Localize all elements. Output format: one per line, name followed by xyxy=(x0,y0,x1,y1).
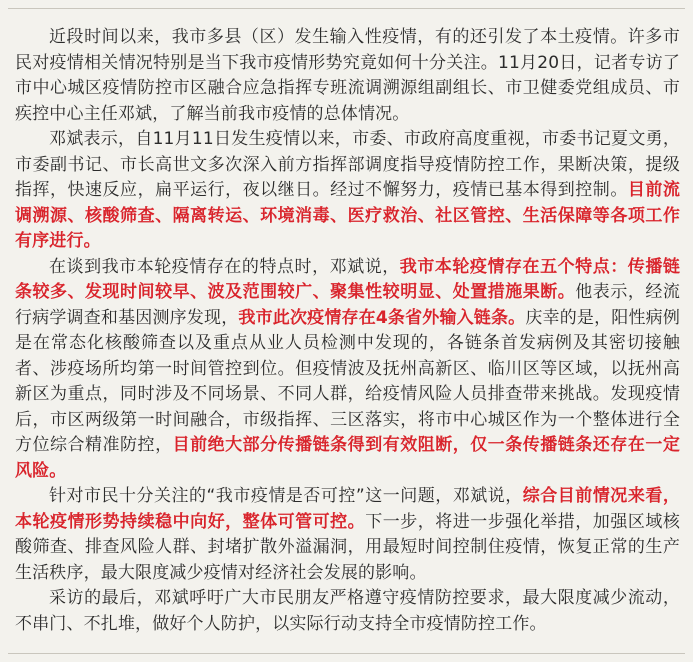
text-segment: 邓斌表示，自11月11日发生疫情以来，市委、市政府高度重视，市委书记夏文勇，市委副书记、市长高世文多次深入前方指挥部调度指导疫情防控工作，果断决策，提级指挥，快速反应，扁平运行，夜以继日。经过不懈努力，疫情已基本得到控制。 xyxy=(15,129,680,200)
paragraph-5 xyxy=(15,586,680,637)
paragraph-2 xyxy=(15,127,680,255)
highlighted-text: 我市此次疫情存在4条省外输入链条。 xyxy=(238,307,526,328)
text-segment: 近段时间以来，我市多县（区）发生输入性疫情，有的还引发了本土疫情。许多市民对疫情相关情况特别是当下我市疫情形势究竟如何十分关注。11月20日，记者专访了市中心城区疫情防控市区融合应急指挥专班流调溯源组副组长、市卫健委党组成员、市疾控中心主任邓斌，了解当前我市疫情的总体情况。 xyxy=(15,27,680,124)
text-segment: 采访的最后，邓斌呼吁广大市民朋友严格遵守疫情防控要求，最大限度减少流动，不串门、不扎堆，做好个人防护，以实际行动支持全市疫情防控工作。 xyxy=(15,588,680,634)
text-segment: 庆幸的是，阳性病例是在常态化核酸筛查以及重点从业人员检测中发现的，各链条首发病例及其密切接触者、涉疫场所均第一时间管控到位。但疫情波及抚州高新区、临川区等区域，以抚州高新区为重点，同时涉及不同场景、不同人群，给疫情风险人员排查带来挑战。发现疫情后，市区两级第一时间融合，市级指挥、三区落实，将市中心城区作为一个整体进行全方位综合精准防控， xyxy=(15,307,680,455)
highlighted-text: 目前流调溯源、核酸筛查、隔离转运、环境消毒、医疗救治、社区管控、生活保障等各项工作有序进行。 xyxy=(15,180,680,251)
text-segment: 下一步，将进一步强化举措，加强区域核酸筛查、排查风险人群、封堵扩散外溢漏洞，用最短时间控制住疫情，恢复正常的生产生活秩序，最大限度减少疫情对经济社会发展的影响。 xyxy=(15,511,680,583)
highlighted-text: 综合目前情况来看，本轮疫情形势持续稳中向好，整体可管可控。 xyxy=(15,486,680,532)
highlighted-text: 目前绝大部分传播链条得到有效阻断，仅一条传播链条还存在一定风险。 xyxy=(15,435,680,481)
paragraph-4 xyxy=(15,484,680,586)
paragraph-1 xyxy=(15,25,680,127)
article-body xyxy=(15,25,680,637)
text-segment: 针对市民十分关注的“我市疫情是否可控”这一问题，邓斌说， xyxy=(49,486,523,506)
text-segment: 在谈到我市本轮疫情存在的特点时，邓斌说， xyxy=(49,256,400,277)
text-segment: 他表示，经流行病学调查和基因测序发现， xyxy=(15,282,680,328)
paragraph-3 xyxy=(15,255,680,485)
highlighted-text: 我市本轮疫情存在五个特点：传播链条较多、发现时间较早、波及范围较广、聚集性较明显、处置措施果断。 xyxy=(15,256,681,302)
